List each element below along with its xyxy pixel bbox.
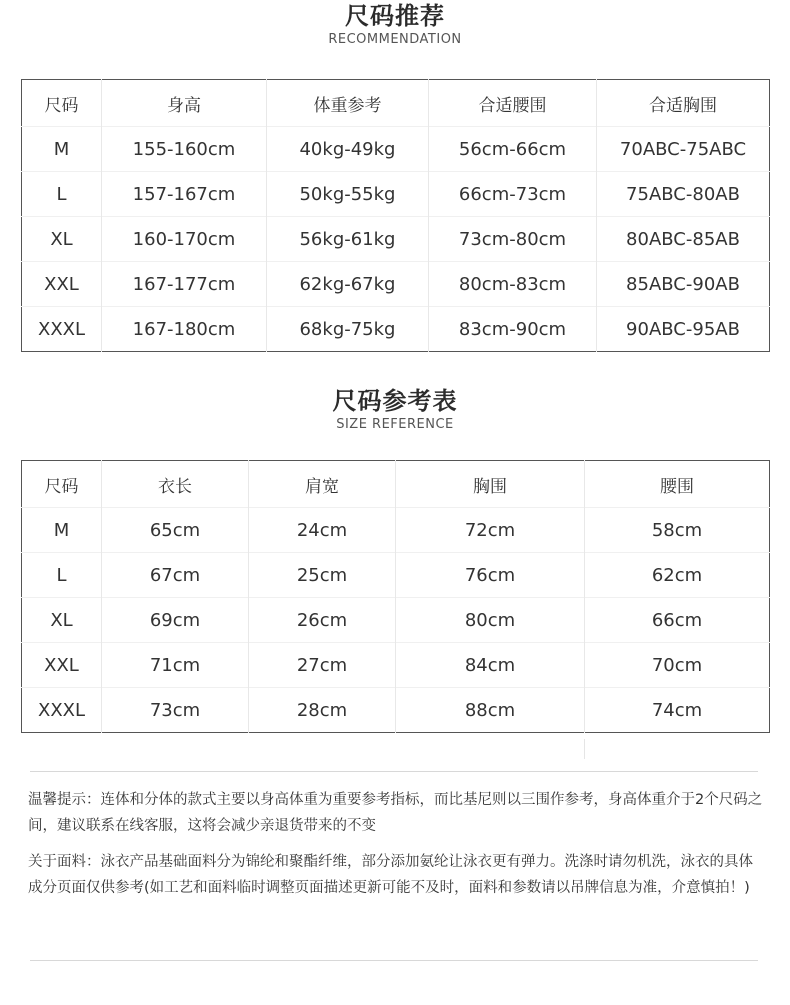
table-row [22, 172, 770, 217]
header-cell-shoulder: 肩宽 [249, 461, 396, 508]
table-row [22, 688, 770, 733]
divider-tick [584, 739, 585, 759]
table-cell: 67cm [102, 553, 249, 598]
table-row [22, 307, 770, 352]
fabric-note: 关于面料：泳衣产品基础面料分为锦纶和聚酯纤维，部分添加氨纶让泳衣更有弹力。洗涤时请勿机洗，泳衣的具体成分页面仅供参考(如工艺和面料临时调整页面描述更新可能不及时，面料和参数请以吊牌信息为准，介意慎拍！) [28, 854, 753, 896]
table-cell: 69cm [102, 598, 249, 643]
header-cell-size: 尺码 [44, 95, 79, 116]
table-header-row [22, 461, 770, 508]
reference-subtitle: SIZE REFERENCE [336, 417, 454, 432]
table-cell: 65cm [102, 508, 249, 553]
table-cell: 157-167cm [102, 172, 267, 217]
table-cell: 74cm [585, 688, 770, 733]
table-cell: 155-160cm [102, 127, 267, 172]
table-cell: 83cm-90cm [429, 307, 597, 352]
table-cell: 70cm [585, 643, 770, 688]
table-cell: L [22, 553, 102, 598]
table-cell: 68kg-75kg [267, 307, 429, 352]
header-cell-size: 尺码 [44, 476, 79, 497]
header-cell-weight: 体重参考 [267, 80, 429, 127]
table-row [22, 508, 770, 553]
table-cell: 72cm [396, 508, 585, 553]
table-row [22, 262, 770, 307]
tip-note: 温馨提示：连体和分体的款式主要以身高体重为重要参考指标，而比基尼则以三围作参考，身高体重介于2个尺码之间，建议联系在线客服，这将会减少亲退货带来的不变 [28, 792, 763, 834]
divider-top [30, 771, 758, 772]
table-cell: M [22, 508, 102, 553]
divider-bottom [30, 960, 758, 961]
table-cell: 56kg-61kg [267, 217, 429, 262]
recommendation-table [21, 79, 770, 352]
table-cell: 58cm [585, 508, 770, 553]
table-cell: M [22, 127, 102, 172]
table-cell: 28cm [249, 688, 396, 733]
table-cell: 25cm [249, 553, 396, 598]
table-cell: 26cm [249, 598, 396, 643]
reference-title-block [0, 386, 790, 434]
header-cell-bust: 合适胸围 [597, 80, 770, 127]
table-cell: XXL [22, 262, 102, 307]
table-cell: 50kg-55kg [267, 172, 429, 217]
table-cell: 167-177cm [102, 262, 267, 307]
table-cell: 70ABC-75ABC [597, 127, 770, 172]
header-cell-waist: 合适腰围 [429, 80, 597, 127]
table-cell: 80cm-83cm [429, 262, 597, 307]
table-cell: 75ABC-80AB [597, 172, 770, 217]
table-cell: XXXL [22, 307, 102, 352]
reference-table [21, 460, 770, 733]
header-cell-bust: 胸围 [396, 461, 585, 508]
table-cell: 90ABC-95AB [597, 307, 770, 352]
table-cell: 73cm-80cm [429, 217, 597, 262]
table-cell: 80ABC-85AB [597, 217, 770, 262]
table-header-row [22, 80, 770, 127]
table-cell: 80cm [396, 598, 585, 643]
table-cell: 85ABC-90AB [597, 262, 770, 307]
table-cell: XXXL [22, 688, 102, 733]
header-cell-height: 身高 [102, 80, 267, 127]
table-row [22, 127, 770, 172]
reference-title: 尺码参考表 [332, 387, 458, 415]
table-cell: 88cm [396, 688, 585, 733]
table-cell: XL [22, 598, 102, 643]
table-row [22, 217, 770, 262]
table-row [22, 553, 770, 598]
table-row [22, 643, 770, 688]
table-cell: 27cm [249, 643, 396, 688]
table-cell: 62kg-67kg [267, 262, 429, 307]
table-cell: 62cm [585, 553, 770, 598]
table-cell: 73cm [102, 688, 249, 733]
recommendation-title: 尺码推荐 [345, 2, 445, 30]
table-row [22, 598, 770, 643]
table-cell: 167-180cm [102, 307, 267, 352]
table-cell: 76cm [396, 553, 585, 598]
table-cell: 40kg-49kg [267, 127, 429, 172]
notes-block [28, 787, 763, 901]
recommendation-title-block [0, 1, 790, 49]
table-cell: 71cm [102, 643, 249, 688]
table-cell: 66cm [585, 598, 770, 643]
header-cell-length: 衣长 [102, 461, 249, 508]
table-cell: 66cm-73cm [429, 172, 597, 217]
table-cell: 160-170cm [102, 217, 267, 262]
header-cell-waist: 腰围 [585, 461, 770, 508]
table-cell: XXL [22, 643, 102, 688]
table-cell: 24cm [249, 508, 396, 553]
table-cell: L [22, 172, 102, 217]
table-cell: 84cm [396, 643, 585, 688]
table-cell: 56cm-66cm [429, 127, 597, 172]
table-cell: XL [22, 217, 102, 262]
recommendation-subtitle: RECOMMENDATION [328, 32, 462, 47]
